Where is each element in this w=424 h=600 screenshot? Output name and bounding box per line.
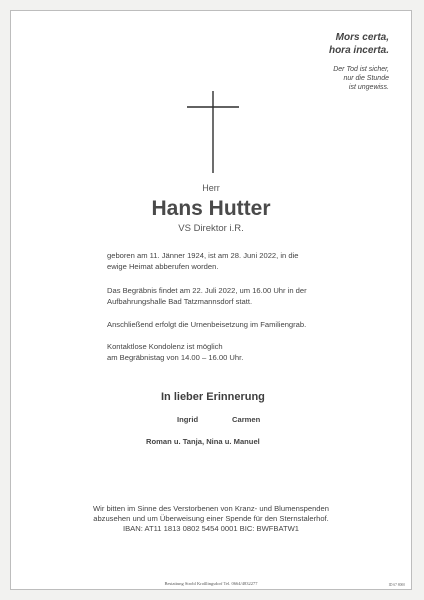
parte-card xyxy=(10,10,412,590)
mourner-name: Carmen xyxy=(232,415,261,424)
paragraph-line: geboren am 11. Jänner 1924, ist am 28. Juni 2022, in die xyxy=(107,251,299,260)
paragraph-line: Das Begräbnis findet am 22. Juli 2022, um 16.00 Uhr in der xyxy=(107,286,307,295)
paragraph-line: Aufbahrungshalle Bad Tatzmannsdorf statt. xyxy=(107,296,253,306)
donation-request xyxy=(11,504,411,534)
quote-translation xyxy=(333,65,389,92)
translation-line-3: ist ungewiss. xyxy=(348,84,389,91)
deceased-title: VS Direktor i.R. xyxy=(178,223,244,234)
funeral-paragraph xyxy=(107,286,377,307)
donation-line: abzusehen und um Überweisung einer Spende für den Sternstalerhof. xyxy=(93,514,329,523)
donation-bank-details: IBAN: AT11 1813 0802 5454 0001 BIC: BWFBATW1 xyxy=(122,524,299,533)
paragraph-line: Anschließend erfolgt die Urnenbeisetzung im Familiengrab. xyxy=(107,320,307,329)
latin-quote-line-2: hora incerta. xyxy=(328,45,389,56)
translation-line-2: nur die Stunde xyxy=(343,75,389,82)
paragraph-line: am Begräbnistag von 14.00 – 16.00 Uhr. xyxy=(107,352,244,362)
donation-line: Wir bitten im Sinne des Verstorbenen von Kranz- und Blumenspenden xyxy=(93,504,329,513)
translation-line-1: Der Tod ist sicher, xyxy=(333,66,389,73)
funeral-home-footer: Bestattung Strobl Kroßlingsdorf Tel. 0664/4832277 xyxy=(164,581,258,586)
cross-icon xyxy=(185,89,241,175)
latin-quote-line-1: Mors certa, xyxy=(335,32,389,43)
mourner-name: Ingrid xyxy=(177,415,199,424)
deceased-name: Hans Hutter xyxy=(151,197,271,220)
paragraph-line: Kontaktlose Kondolenz ist möglich xyxy=(107,342,223,351)
latin-quote xyxy=(329,31,389,57)
memory-heading: In lieber Erinnerung xyxy=(161,391,265,403)
salutation: Herr xyxy=(202,183,220,193)
urn-burial-paragraph xyxy=(107,320,377,331)
mourner-names-family: Roman u. Tanja, Nina u. Manuel xyxy=(146,437,260,446)
document-code: ID 67 8000 xyxy=(388,583,405,587)
paragraph-line: ewige Heimat abberufen worden. xyxy=(107,261,219,271)
birth-death-paragraph xyxy=(107,251,377,272)
condolence-paragraph xyxy=(107,342,377,363)
